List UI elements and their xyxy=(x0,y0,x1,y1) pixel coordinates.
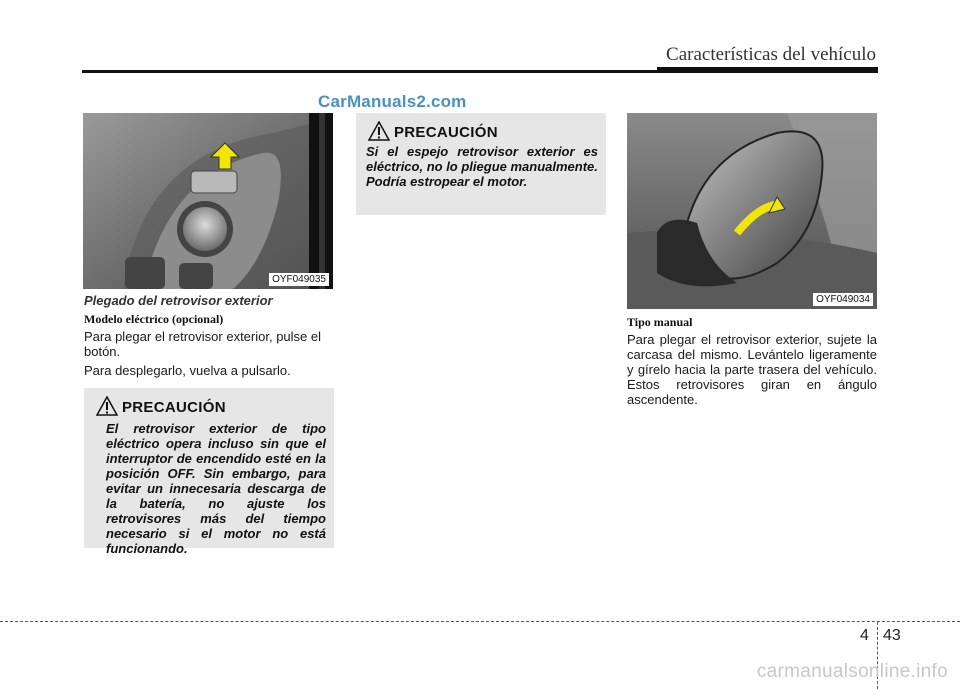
footer-rule xyxy=(0,621,960,622)
chapter-number: 4 xyxy=(860,627,869,644)
caution-text xyxy=(106,421,326,556)
door-mirror-switch-photo-icon xyxy=(83,113,333,289)
figure-code: OYF049035 xyxy=(269,273,329,286)
caution-box-electric xyxy=(84,388,334,556)
figure-code: OYF049034 xyxy=(813,293,873,306)
subhead-electric-model: Modelo eléctrico (opcional) xyxy=(84,312,224,326)
caution-text-line1: Si el espejo retrovisor exterior es eléctrico, no lo pliegue manualmente. xyxy=(366,144,598,174)
subhead-manual-type: Tipo manual xyxy=(627,315,693,329)
watermark-top[interactable]: CarManuals2.com xyxy=(318,92,467,111)
caution-header xyxy=(96,396,226,416)
paragraph-unfold-instructions: Para desplegarlo, vuelva a pulsarlo. xyxy=(84,363,291,378)
warning-triangle-icon xyxy=(96,396,118,416)
warning-triangle-icon xyxy=(368,121,390,141)
watermark-bottom[interactable]: carmanualsonline.info xyxy=(756,661,948,682)
caution-title: PRECAUCIÓN xyxy=(394,124,498,141)
caution-text-line2: Podría estropear el motor. xyxy=(366,174,528,189)
caution-title: PRECAUCIÓN xyxy=(122,399,226,416)
caption-mirror-folding: Plegado del retrovisor exterior xyxy=(84,293,273,308)
caution-header xyxy=(368,121,498,141)
paragraph-fold-instructions: Para plegar el retrovisor exterior, pulse el botón. xyxy=(84,329,322,359)
figure-door-switch xyxy=(83,113,333,289)
page-number: 43 xyxy=(883,627,901,644)
figure-side-mirror xyxy=(627,113,877,309)
paragraph-manual-fold: Para plegar el retrovisor exterior, sujete la carcasa del mismo. Levántelo ligeramente y gírelo hacia la parte trasera del vehículo. Estos retrovisores giran en ángulo ascendente. xyxy=(627,332,877,407)
caution-box-manual-fold xyxy=(356,113,606,215)
caution-text-body: El retrovisor exterior de tipo eléctrico opera incluso sin que el interruptor de encendido esté en la posición OFF. Sin embargo, para evitar un innecesaria descarga de la batería, no ajuste los retrovisores más del tiempo necesario si el motor no está funcionando. xyxy=(106,421,326,556)
side-mirror-fold-photo-icon xyxy=(627,113,877,309)
caution-text xyxy=(366,144,598,189)
header-title: Características del vehículo xyxy=(666,44,876,65)
header-rule-accent xyxy=(657,67,878,73)
